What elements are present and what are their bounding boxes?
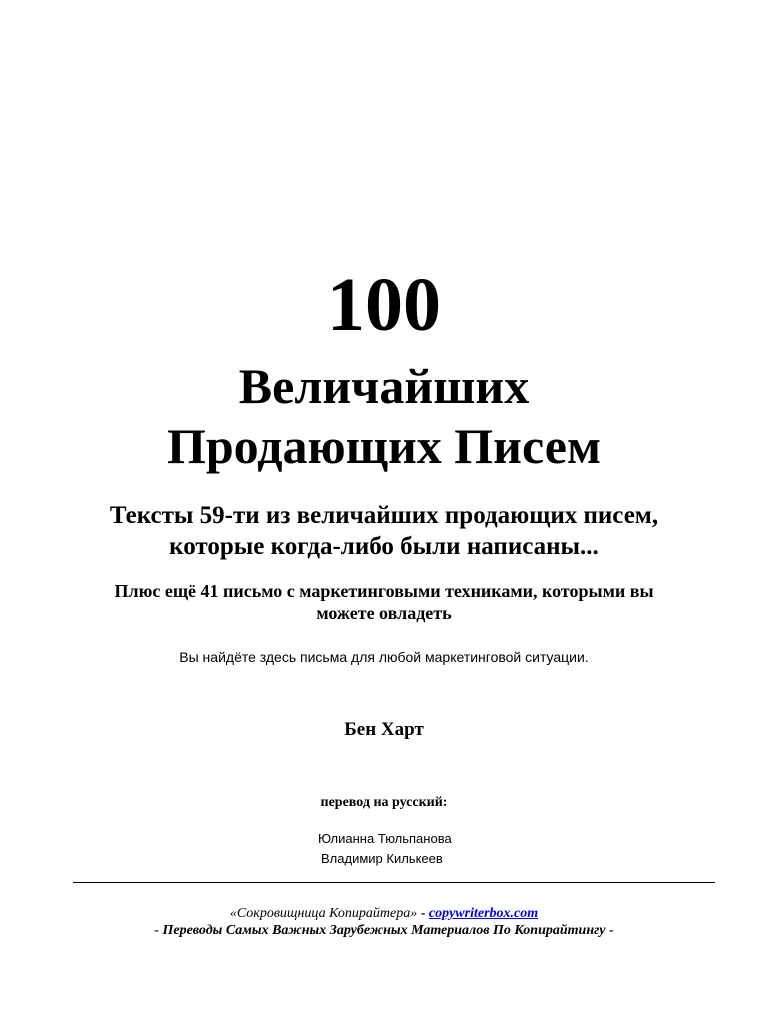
translator-name: Юлианна Тюльпанова	[318, 831, 452, 846]
cover-plus-text	[60, 580, 708, 624]
title-line-1: Величайших	[238, 358, 530, 414]
subtitle-line-1: Тексты 59-ти из величайших продающих писем,	[109, 502, 659, 529]
footer-divider	[73, 882, 715, 883]
title-line-2: Продающих Писем	[166, 418, 602, 474]
footer-site-link[interactable]: copywriterbox.com	[428, 906, 539, 921]
cover-find-text: Вы найдёте здесь письма для любой маркетинговой ситуации.	[179, 649, 589, 665]
translator-name: Владимир Килькеев	[321, 851, 443, 866]
cover-title	[0, 356, 768, 476]
subtitle-line-2: которые когда-либо были написаны...	[169, 533, 599, 560]
cover-number: 100	[327, 263, 441, 347]
plus-line-2: можете овладеть	[316, 603, 452, 623]
cover-subtitle	[0, 500, 768, 562]
plus-line-1: Плюс ещё 41 письмо с маркетинговыми техниками, которыми вы	[114, 581, 654, 601]
author-name: Бен Харт	[344, 719, 424, 740]
footer-site-name: «Сокровищница Копирайтера»	[229, 906, 418, 921]
footer-tagline: - Переводы Самых Важных Зарубежных Материалов По Копирайтингу -	[154, 923, 614, 938]
footer-site-line	[0, 905, 768, 923]
footer-separator: -	[420, 906, 426, 921]
translation-label: перевод на русский:	[320, 795, 448, 810]
